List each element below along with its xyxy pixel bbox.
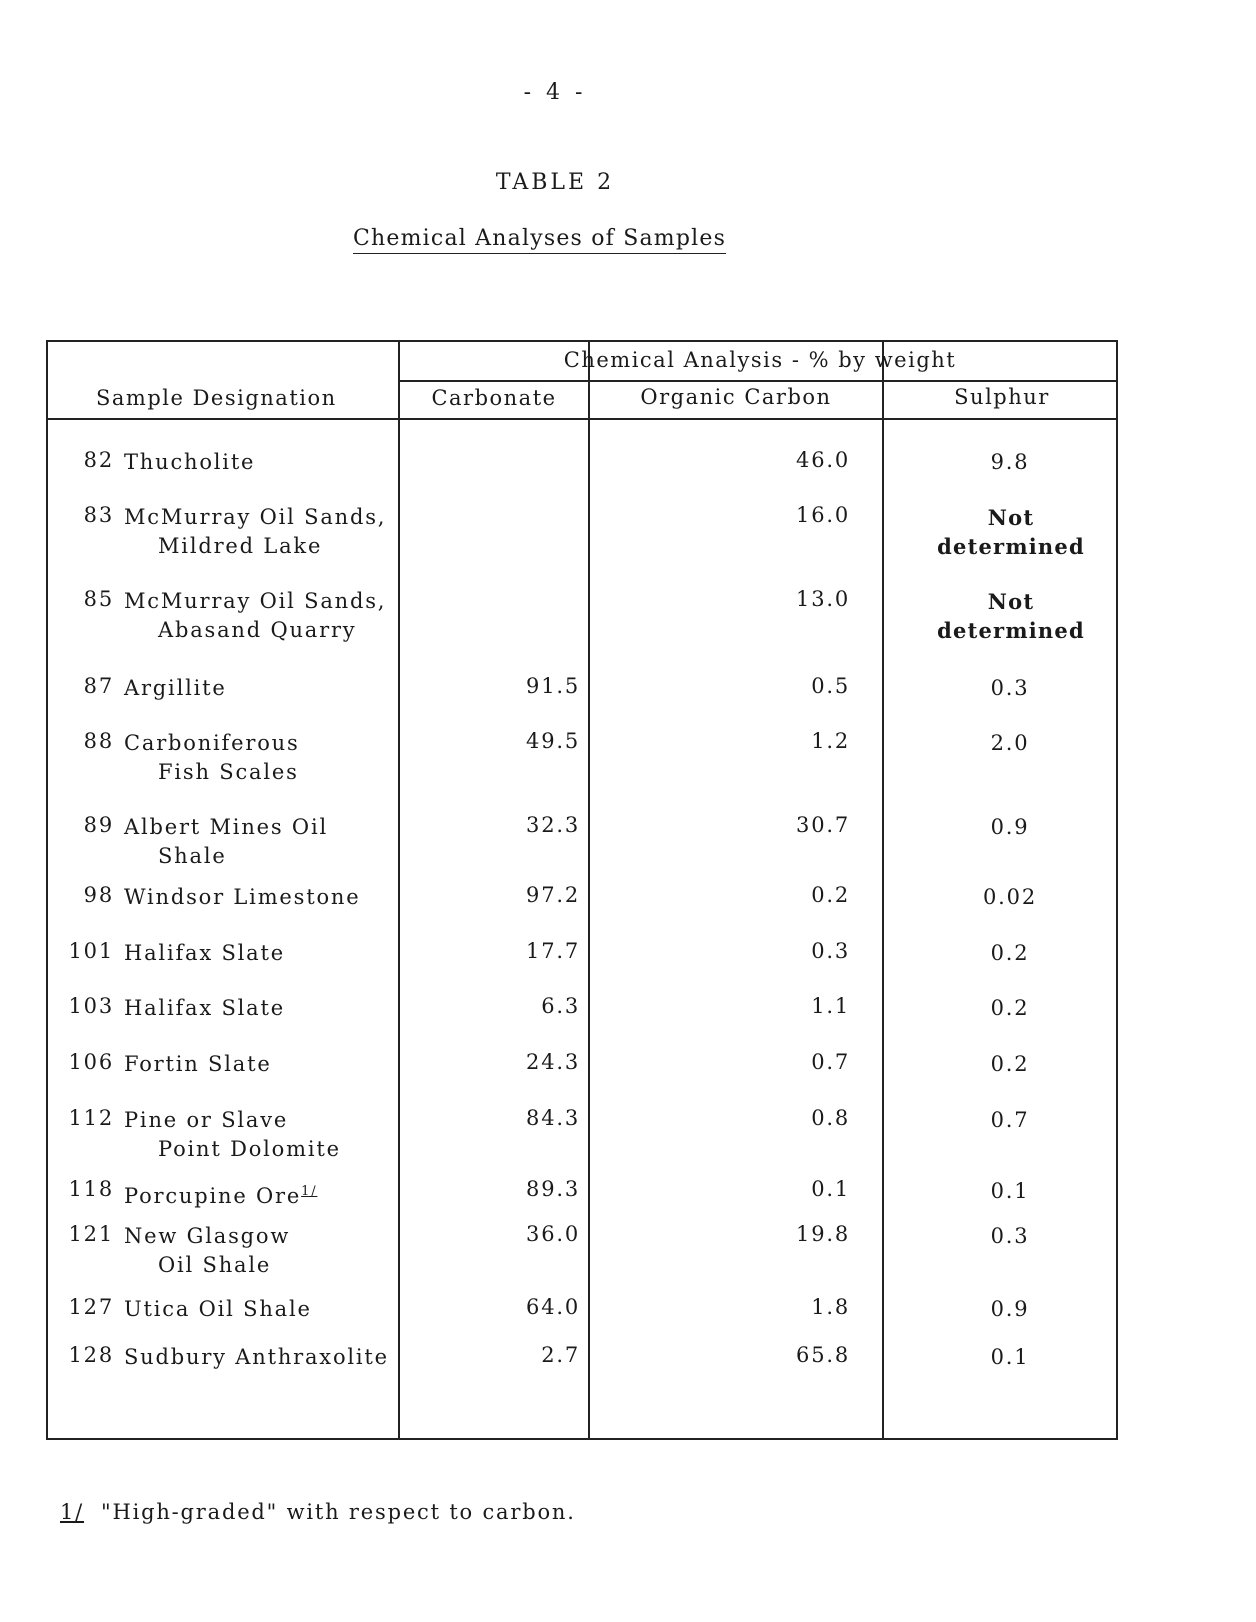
carbonate-value: 84.3 (526, 1106, 580, 1130)
carbonate-value: 64.0 (526, 1295, 580, 1319)
chemical-analyses-table (46, 340, 1118, 1440)
column-divider (588, 342, 590, 1438)
sample-name-line1: Argillite (124, 676, 227, 700)
table-title: Chemical Analyses of Samples (353, 226, 726, 254)
sample-number: 103 (68, 994, 114, 1018)
footnote (60, 1500, 576, 1524)
sample-name-line1: McMurray Oil Sands, (124, 505, 387, 529)
sample-name-line2: Fish Scales (158, 760, 299, 784)
sample-number: 101 (68, 939, 114, 963)
header-organic-carbon: Organic Carbon (640, 385, 832, 409)
sample-name (124, 883, 414, 912)
sample-name-line1: Porcupine Ore (124, 1184, 302, 1208)
sample-name-line2: Oil Shale (158, 1253, 272, 1277)
sample-name-line1: Fortin Slate (124, 1052, 272, 1076)
sample-name (124, 1295, 414, 1324)
carbonate-value: 89.3 (526, 1177, 580, 1201)
sulphur-value: 0.3 (990, 676, 1030, 700)
sulphur-value: 2.0 (990, 731, 1030, 755)
sulphur-value: 0.3 (990, 1224, 1030, 1248)
sample-name (124, 1177, 414, 1211)
sample-name (124, 448, 414, 477)
organic-carbon-value: 46.0 (796, 448, 850, 472)
sulphur-value: 0.2 (990, 1052, 1030, 1076)
organic-carbon-value: 0.1 (811, 1177, 850, 1201)
sample-name (124, 1106, 414, 1164)
organic-carbon-value: 1.8 (811, 1295, 850, 1319)
sample-name-line2: Abasand Quarry (158, 618, 357, 642)
header-chemical-analysis: Chemical Analysis - % by weight (563, 348, 957, 372)
organic-carbon-value: 0.7 (811, 1050, 850, 1074)
sulphur-value: 0.02 (983, 885, 1037, 909)
sample-name-line1: Halifax Slate (124, 996, 285, 1020)
carbonate-value: 32.3 (526, 813, 580, 837)
sample-number: 121 (68, 1222, 114, 1246)
sample-name-line1: Albert Mines Oil (124, 815, 328, 839)
organic-carbon-value: 19.8 (796, 1222, 850, 1246)
sample-name-line1: McMurray Oil Sands, (124, 589, 387, 613)
organic-carbon-value: 16.0 (796, 503, 850, 527)
sample-name (124, 729, 414, 787)
sample-name-line2: Point Dolomite (158, 1137, 341, 1161)
sulphur-value: 0.2 (990, 996, 1030, 1020)
sulphur-value: 0.2 (990, 941, 1030, 965)
sulphur-value: 0.7 (990, 1108, 1030, 1132)
header-sulphur: Sulphur (954, 385, 1050, 409)
sulphur-value: 0.1 (990, 1179, 1030, 1203)
carbonate-value: 91.5 (526, 674, 580, 698)
header-sample-designation: Sample Designation (96, 386, 337, 410)
sample-name-line1: New Glasgow (124, 1224, 291, 1248)
sample-number: 112 (68, 1106, 114, 1130)
sulphur-value: 0.9 (990, 1297, 1030, 1321)
sulphur-value: Not determined (937, 589, 1085, 643)
sample-name-line1: Thucholite (124, 450, 256, 474)
carbonate-value: 49.5 (526, 729, 580, 753)
sample-name (124, 503, 414, 561)
sample-number: 85 (83, 587, 114, 611)
header-divider (398, 380, 1116, 382)
sample-name-line1: Windsor Limestone (124, 885, 361, 909)
carbonate-value: 2.7 (541, 1343, 580, 1367)
sample-name-line2: Mildred Lake (158, 534, 323, 558)
carbonate-value: 6.3 (541, 994, 580, 1018)
sample-name (124, 939, 414, 968)
sample-name-line1: Halifax Slate (124, 941, 285, 965)
header-carbonate: Carbonate (431, 386, 557, 410)
table-label: TABLE 2 (495, 170, 615, 195)
carbonate-value: 97.2 (526, 883, 580, 907)
organic-carbon-value: 65.8 (796, 1343, 850, 1367)
carbonate-value: 17.7 (526, 939, 580, 963)
sample-name (124, 587, 414, 645)
sample-name-line1: Carboniferous (124, 731, 300, 755)
sample-name-line1: Sudbury Anthraxolite (124, 1345, 389, 1369)
sample-name (124, 1050, 414, 1079)
sample-number: 106 (68, 1050, 114, 1074)
sample-number: 83 (83, 503, 114, 527)
sample-name-line1: Pine or Slave (124, 1108, 289, 1132)
sample-name (124, 1222, 414, 1280)
organic-carbon-value: 13.0 (796, 587, 850, 611)
footnote-text: "High-graded" with respect to carbon. (101, 1500, 576, 1524)
organic-carbon-value: 0.8 (811, 1106, 850, 1130)
sample-number: 128 (68, 1343, 114, 1367)
organic-carbon-value: 30.7 (796, 813, 850, 837)
header-bottom-rule (48, 418, 1116, 420)
sample-name-line2: Shale (158, 844, 227, 868)
sulphur-value: 0.9 (990, 815, 1030, 839)
page-number: - 4 - (523, 80, 587, 105)
sample-number: 89 (83, 813, 114, 837)
sample-name (124, 674, 414, 703)
sample-name-line1: Utica Oil Shale (124, 1297, 312, 1321)
sample-number: 87 (83, 674, 114, 698)
carbonate-value: 36.0 (526, 1222, 580, 1246)
sample-name (124, 813, 414, 871)
sample-number: 98 (83, 883, 114, 907)
organic-carbon-value: 0.3 (811, 939, 850, 963)
sulphur-value: 9.8 (990, 450, 1030, 474)
sample-number: 88 (83, 729, 114, 753)
sample-number: 82 (83, 448, 114, 472)
sample-name (124, 994, 414, 1023)
carbonate-value: 24.3 (526, 1050, 580, 1074)
organic-carbon-value: 0.5 (811, 674, 850, 698)
sample-number: 118 (68, 1177, 114, 1201)
column-divider (882, 342, 884, 1438)
organic-carbon-value: 1.2 (811, 729, 850, 753)
organic-carbon-value: 1.1 (811, 994, 850, 1018)
sulphur-value: Not determined (937, 505, 1085, 559)
footnote-reference: 1/ (301, 1184, 318, 1199)
organic-carbon-value: 0.2 (811, 883, 850, 907)
sample-number: 127 (68, 1295, 114, 1319)
footnote-mark: 1/ (60, 1500, 85, 1524)
sulphur-value: 0.1 (990, 1345, 1030, 1369)
sample-name (124, 1343, 414, 1372)
